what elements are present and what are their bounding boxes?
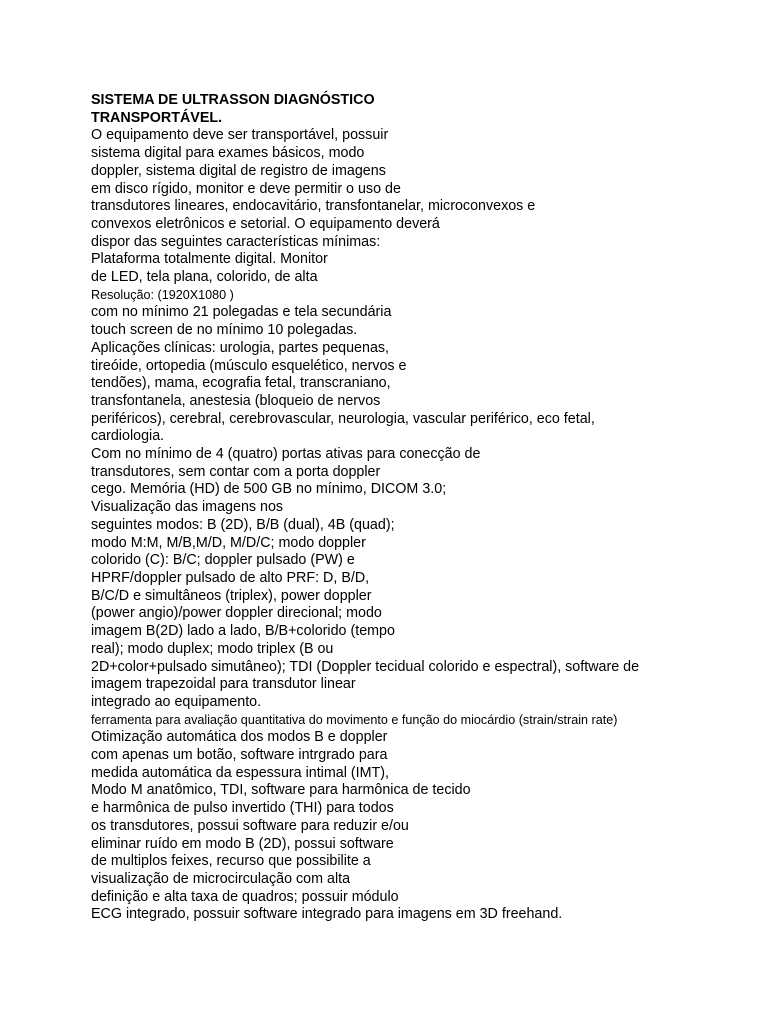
text-line: de multiplos feixes, recurso que possibilite a — [91, 853, 371, 870]
document-title — [91, 92, 761, 127]
text-line: transdutores lineares, endocavitário, transfontanelar, microconvexos e — [91, 198, 536, 215]
text-line: Otimização automática dos modos B e doppler — [91, 729, 388, 746]
text-line: ECG integrado, possuir software integrado para imagens em 3D freehand. — [91, 906, 563, 923]
text-line: transdutores, sem contar com a porta doppler — [91, 463, 381, 480]
text-line: cardiologia. — [91, 428, 165, 445]
title-line: SISTEMA DE ULTRASSON DIAGNÓSTICO — [91, 92, 375, 108]
text-line: 2D+color+pulsado simutâneo); TDI (Doppler tecidual colorido e espectral), software de — [91, 658, 640, 675]
text-line: touch screen de no mínimo 10 polegadas. — [91, 322, 358, 339]
text-line: visualização de microcirculação com alta — [91, 870, 351, 887]
text-line: O equipamento deve ser transportável, possuir — [91, 127, 389, 144]
text-line: B/C/D e simultâneos (triplex), power doppler — [91, 587, 372, 604]
text-line: colorido (C): B/C; doppler pulsado (PW) e — [91, 552, 355, 569]
text-line: periféricos), cerebral, cerebrovascular, neurologia, vascular periférico, eco fetal, — [91, 410, 595, 427]
text-line: doppler, sistema digital de registro de imagens — [91, 162, 386, 179]
text-line: imagem trapezoidal para transdutor linear — [91, 676, 356, 693]
text-line: com apenas um botão, software intrgrado para — [91, 747, 388, 764]
text-line: em disco rígido, monitor e deve permitir o uso de — [91, 180, 401, 197]
text-line: convexos eletrônicos e setorial. O equipamento deverá — [91, 215, 440, 232]
text-line: os transdutores, possui software para reduzir e/ou — [91, 817, 409, 834]
text-line: tendões), mama, ecografia fetal, transcraniano, — [91, 375, 391, 392]
text-line: real); modo duplex; modo triplex (B ou — [91, 640, 334, 657]
text-line: medida automática da espessura intimal (IMT), — [91, 764, 389, 781]
text-line: HPRF/doppler pulsado de alto PRF: D, B/D, — [91, 569, 370, 586]
text-line: Aplicações clínicas: urologia, partes pequenas, — [91, 339, 390, 356]
text-line: eliminar ruído em modo B (2D), possui software — [91, 835, 394, 852]
text-line: com no mínimo 21 polegadas e tela secundária — [91, 304, 392, 321]
specification-text — [91, 127, 761, 924]
text-line: ferramenta para avaliação quantitativa do movimento e função do miocárdio (strain/strain rate) — [91, 712, 618, 727]
text-line: cego. Memória (HD) de 500 GB no mínimo, DICOM 3.0; — [91, 481, 447, 498]
text-line: integrado ao equipamento. — [91, 693, 262, 710]
text-line: e harmônica de pulso invertido (THI) para todos — [91, 800, 394, 817]
text-line: dispor das seguintes características mínimas: — [91, 233, 381, 250]
text-line: modo M:M, M/B,M/D, M/D/C; modo doppler — [91, 534, 366, 551]
text-line: Modo M anatômico, TDI, software para harmônica de tecido — [91, 782, 471, 799]
text-line: Com no mínimo de 4 (quatro) portas ativas para conecção de — [91, 446, 481, 463]
text-line: imagem B(2D) lado a lado, B/B+colorido (tempo — [91, 623, 395, 640]
text-line: tireóide, ortopedia (músculo esquelético, nervos e — [91, 357, 407, 374]
document-body — [91, 92, 761, 924]
text-line: de LED, tela plana, colorido, de alta — [91, 269, 318, 286]
text-line: definição e alta taxa de quadros; possuir módulo — [91, 888, 399, 905]
text-line: Plataforma totalmente digital. Monitor — [91, 251, 328, 268]
text-line: Resolução: (1920X1080 ) — [91, 287, 234, 302]
text-line: transfontanela, anestesia (bloqueio de nervos — [91, 392, 381, 409]
text-line: seguintes modos: B (2D), B/B (dual), 4B (quad); — [91, 516, 395, 533]
text-line: sistema digital para exames básicos, modo — [91, 145, 365, 162]
text-line: Visualização das imagens nos — [91, 499, 284, 516]
title-line: TRANSPORTÁVEL. — [91, 109, 223, 126]
text-line: (power angio)/power doppler direcional; modo — [91, 605, 382, 622]
